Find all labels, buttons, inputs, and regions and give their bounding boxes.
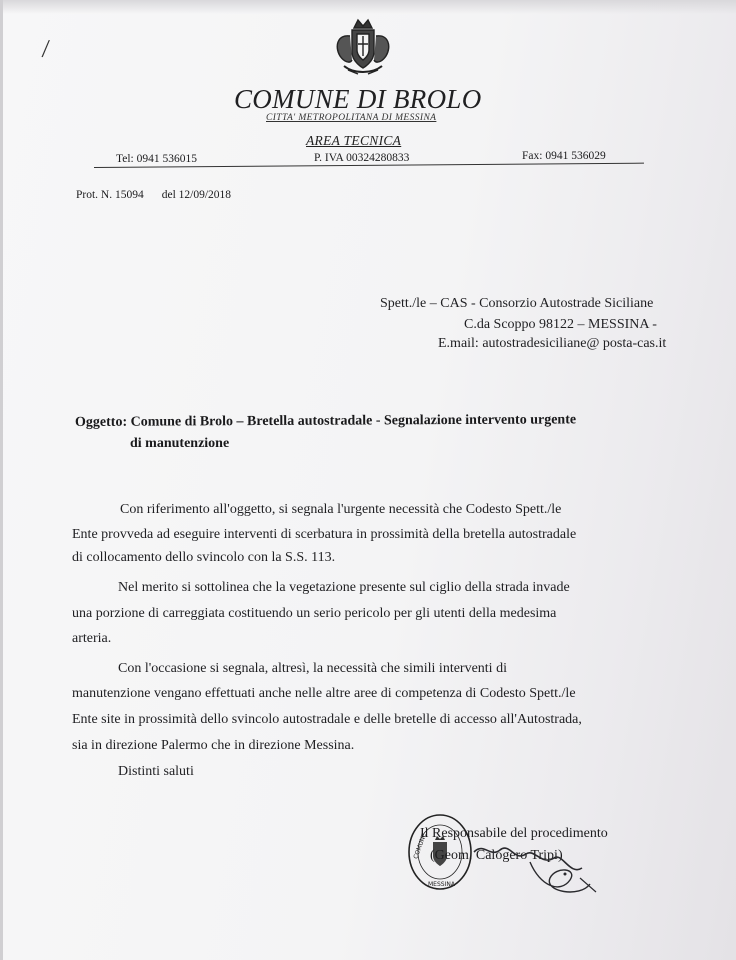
- subject-line: di manutenzione: [130, 436, 230, 451]
- body-line: Con riferimento all'oggetto, si segnala l'urgente necessità che Codesto Spett./le: [120, 502, 562, 517]
- closing-greeting: Distinti saluti: [118, 764, 194, 779]
- page-left-edge: [0, 0, 3, 960]
- subject-line: Oggetto: Comune di Brolo – Bretella autostradale - Segnalazione intervento urgente: [74, 412, 577, 430]
- pen-mark: /: [41, 33, 51, 64]
- protocol-reference: [76, 189, 231, 201]
- addressee-email: E.mail: autostradesiciliane@ posta-cas.it: [438, 336, 667, 351]
- body-line: Ente provveda ad eseguire interventi di scerbatura in prossimità della bretella autostradale: [72, 527, 577, 542]
- protocol-date: del 12/09/2018: [161, 189, 232, 201]
- addressee-line: Spett./le – CAS - Consorzio Autostrade Siciliane: [380, 296, 654, 311]
- protocol-number: Prot. N. 15094: [76, 189, 144, 201]
- body-line: Ente site in prossimità dello svincolo autostradale e delle bretelle di accesso all'Autostrada,: [72, 712, 582, 727]
- body-line: manutenzione vengano effettuati anche nelle altre aree di competenza di Codesto Spett./le: [72, 686, 576, 701]
- phone-number: Tel: 0941 536015: [116, 153, 197, 165]
- department-name: AREA TECNICA: [306, 133, 402, 148]
- page-top-shadow: [0, 0, 736, 14]
- handwritten-signature-icon: [470, 832, 640, 902]
- municipality-subtitle: CITTA' METROPOLITANA DI MESSINA: [266, 113, 437, 123]
- body-line: arteria.: [72, 631, 112, 646]
- body-line: una porzione di carreggiata costituendo un serio pericolo per gli utenti della medesima: [72, 606, 557, 621]
- signatory-name: (Geom. Calogero Tripi): [430, 848, 563, 863]
- municipality-title: COMUNE DI BROLO: [234, 84, 482, 114]
- body-line: sia in direzione Palermo che in direzione Messina.: [72, 738, 355, 753]
- body-line: Nel merito si sottolinea che la vegetazione presente sul ciglio della strada invade: [118, 580, 570, 595]
- municipal-crest-icon: [328, 16, 398, 78]
- signatory-role: Il Responsabile del procedimento: [420, 826, 608, 841]
- body-line: di collocamento dello svincolo con la S.S. 113.: [72, 550, 336, 565]
- addressee-line: C.da Scoppo 98122 – MESSINA -: [464, 317, 657, 332]
- fax-number: Fax: 0941 536029: [522, 150, 606, 162]
- svg-text:MESSINA: MESSINA: [428, 881, 455, 888]
- vat-number: P. IVA 00324280833: [314, 152, 410, 164]
- svg-text:COMUNE: COMUNE: [412, 832, 429, 860]
- body-line: Con l'occasione si segnala, altresì, la necessità che simili interventi di: [118, 661, 507, 676]
